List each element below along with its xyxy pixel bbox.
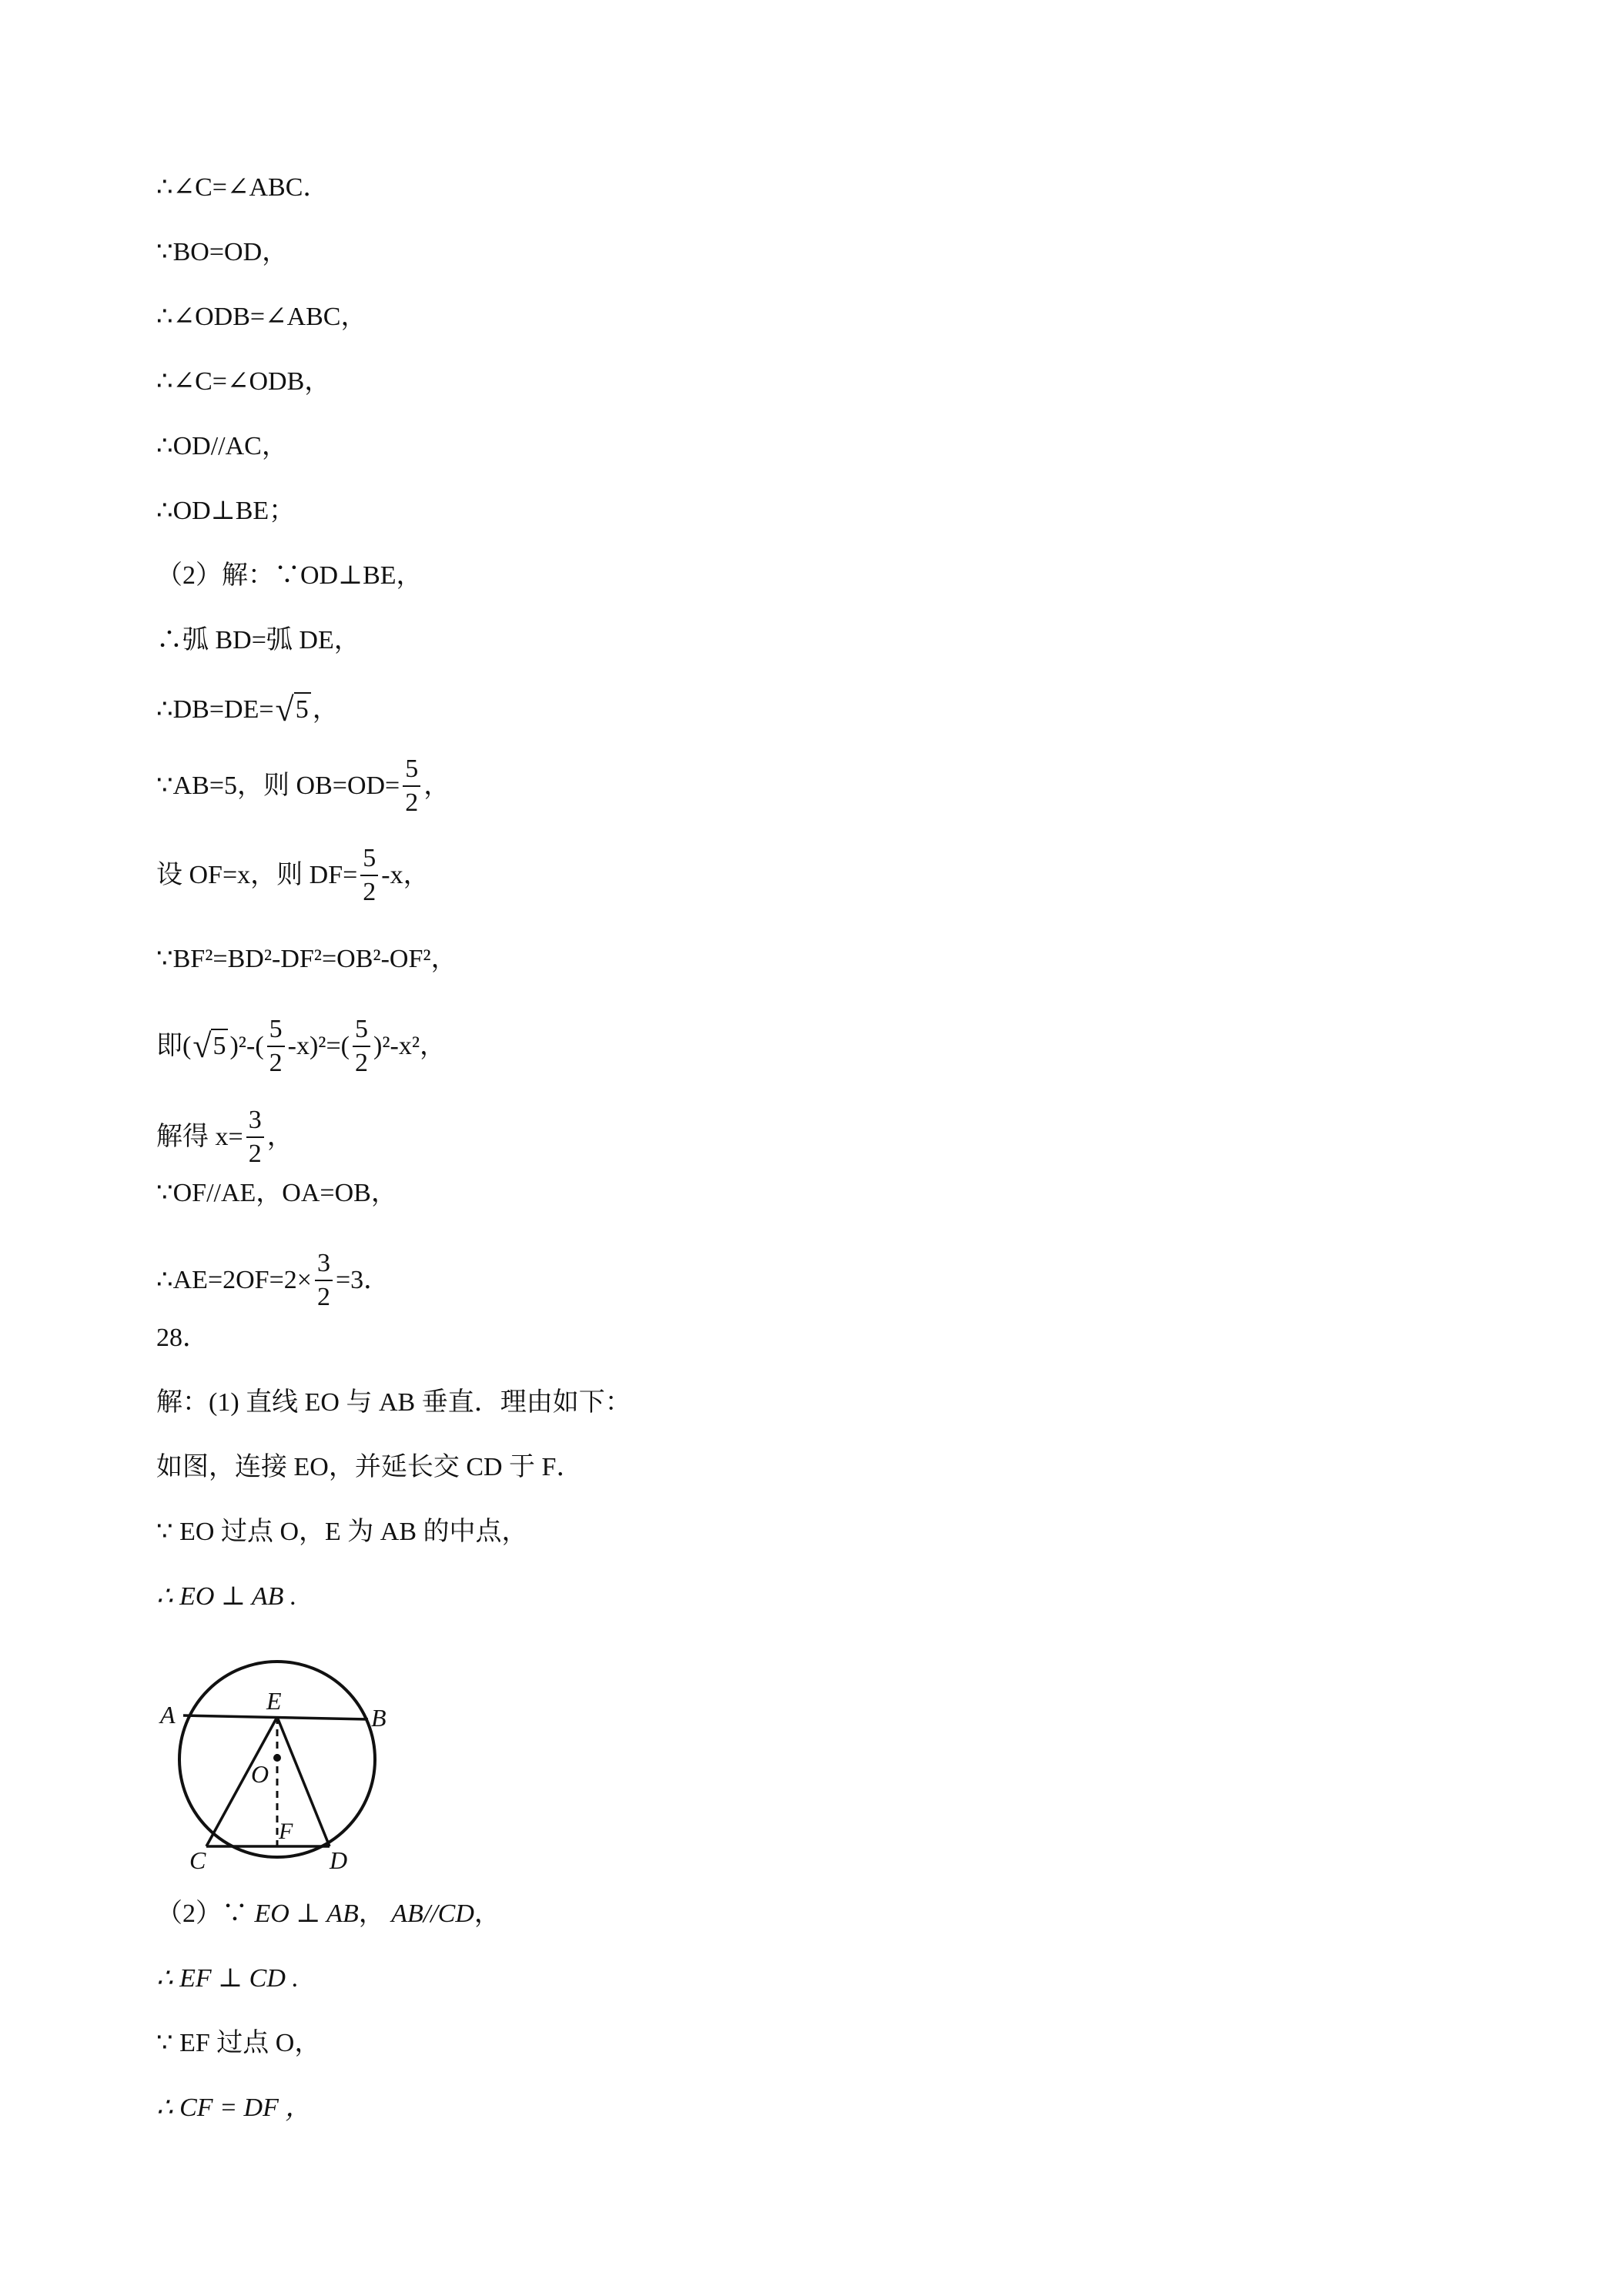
part2-line-3 bbox=[156, 691, 339, 728]
fraction-denominator: 2 bbox=[405, 788, 419, 817]
q28-line-4: ∴ EO ⊥ AB . bbox=[156, 1582, 297, 1611]
proof-line-1: ∴∠C=∠ABC． bbox=[156, 173, 330, 202]
proof-line-2: ∵BO=OD， bbox=[156, 238, 289, 266]
text-segment: ∴AE=2OF=2× bbox=[156, 1265, 312, 1294]
fraction-numerator: 5 bbox=[363, 844, 376, 872]
fraction bbox=[360, 842, 378, 909]
fraction bbox=[246, 1104, 264, 1170]
fraction-denominator: 2 bbox=[316, 1283, 330, 1311]
fraction bbox=[353, 1013, 370, 1079]
fraction bbox=[267, 1013, 285, 1079]
proof-line-4: ∴∠C=∠ODB， bbox=[156, 367, 331, 396]
fraction-denominator: 2 bbox=[269, 1049, 283, 1077]
text-segment: ， bbox=[423, 771, 450, 800]
q28-part2-line-3: ∵ EF 过点 O， bbox=[156, 2029, 321, 2057]
label-o: O bbox=[251, 1760, 269, 1788]
sqrt-expression: √5 bbox=[276, 694, 311, 725]
center-point bbox=[273, 1754, 281, 1762]
fraction bbox=[403, 753, 420, 819]
math-expression: EO ⊥ AB bbox=[254, 1899, 359, 1928]
sqrt-radicand: 5 bbox=[294, 692, 311, 724]
fraction-numerator: 3 bbox=[316, 1249, 330, 1277]
text-segment: 解得 x= bbox=[156, 1122, 243, 1151]
part2-line-5 bbox=[156, 844, 430, 910]
label-c: C bbox=[189, 1846, 206, 1871]
fraction-denominator: 2 bbox=[363, 878, 376, 906]
q28-part2-line-4: ∴ CF = DF ， bbox=[156, 2094, 312, 2122]
q28-line-3: ∵ EO 过点 O，E 为 AB 的中点， bbox=[156, 1518, 528, 1546]
text-segment: ， bbox=[312, 695, 339, 724]
proof-line-6: ∴OD⊥BE； bbox=[156, 497, 296, 525]
label-b: B bbox=[371, 1704, 387, 1732]
proof-line-3: ∴∠ODB=∠ABC， bbox=[156, 303, 367, 331]
text-segment: ∴DB=DE= bbox=[156, 695, 274, 724]
part2-line-4 bbox=[156, 755, 450, 821]
fraction bbox=[315, 1247, 333, 1314]
text-segment: )²-x²， bbox=[373, 1031, 447, 1060]
part2-line-9: ∵OF//AE，OA=OB， bbox=[156, 1179, 397, 1207]
text-segment: )²-( bbox=[229, 1031, 264, 1060]
fraction-denominator: 2 bbox=[355, 1049, 368, 1077]
label-f: F bbox=[279, 1819, 293, 1844]
text-segment: =3． bbox=[335, 1265, 390, 1294]
fraction-numerator: 5 bbox=[269, 1015, 283, 1043]
fraction-numerator: 5 bbox=[405, 755, 419, 783]
text-segment: ， bbox=[474, 1899, 500, 1928]
label-e: E bbox=[266, 1687, 282, 1715]
geometry-figure bbox=[151, 1648, 397, 1871]
text-segment: ∵AB=5，则 OB=OD= bbox=[156, 771, 400, 800]
sqrt-radicand: 5 bbox=[211, 1029, 228, 1060]
part2-line-10 bbox=[156, 1249, 390, 1315]
text-segment: 设 OF=x，则 DF= bbox=[156, 860, 358, 889]
part2-line-7 bbox=[156, 1015, 446, 1081]
part2-line-2: ∴弧 BD=弧 DE， bbox=[156, 626, 360, 654]
question-number: 28． bbox=[156, 1324, 209, 1352]
text-segment: ， bbox=[266, 1122, 293, 1151]
label-d: D bbox=[330, 1846, 348, 1871]
part2-line-8 bbox=[156, 1106, 293, 1172]
q28-line-2: 如图，连接 EO，并延长交 CD 于 F． bbox=[156, 1453, 583, 1481]
text-segment: （2）∵ bbox=[156, 1899, 255, 1928]
label-a: A bbox=[160, 1701, 176, 1729]
text-segment: -x)²=( bbox=[287, 1031, 350, 1060]
part2-line-6: ∵BF²=BD²-DF²=OB²-OF²， bbox=[156, 945, 457, 973]
part2-line-1: （2）解：∵OD⊥BE， bbox=[156, 561, 423, 590]
fraction-numerator: 3 bbox=[248, 1106, 262, 1134]
text-segment: 即( bbox=[156, 1031, 192, 1060]
q28-part2-line-1 bbox=[156, 1899, 500, 1930]
q28-line-1: 解：(1) 直线 EO 与 AB 垂直．理由如下： bbox=[156, 1388, 631, 1417]
text-segment: ， bbox=[358, 1899, 392, 1928]
sqrt-expression: √5 bbox=[192, 1031, 228, 1062]
fraction-denominator: 2 bbox=[248, 1140, 262, 1168]
math-expression: AB//CD bbox=[391, 1899, 474, 1928]
proof-line-5: ∴OD//AC， bbox=[156, 432, 288, 460]
text-segment: -x， bbox=[381, 860, 430, 889]
q28-part2-line-2: ∴ EF ⊥ CD . bbox=[156, 1964, 299, 1993]
fraction-numerator: 5 bbox=[355, 1015, 368, 1043]
